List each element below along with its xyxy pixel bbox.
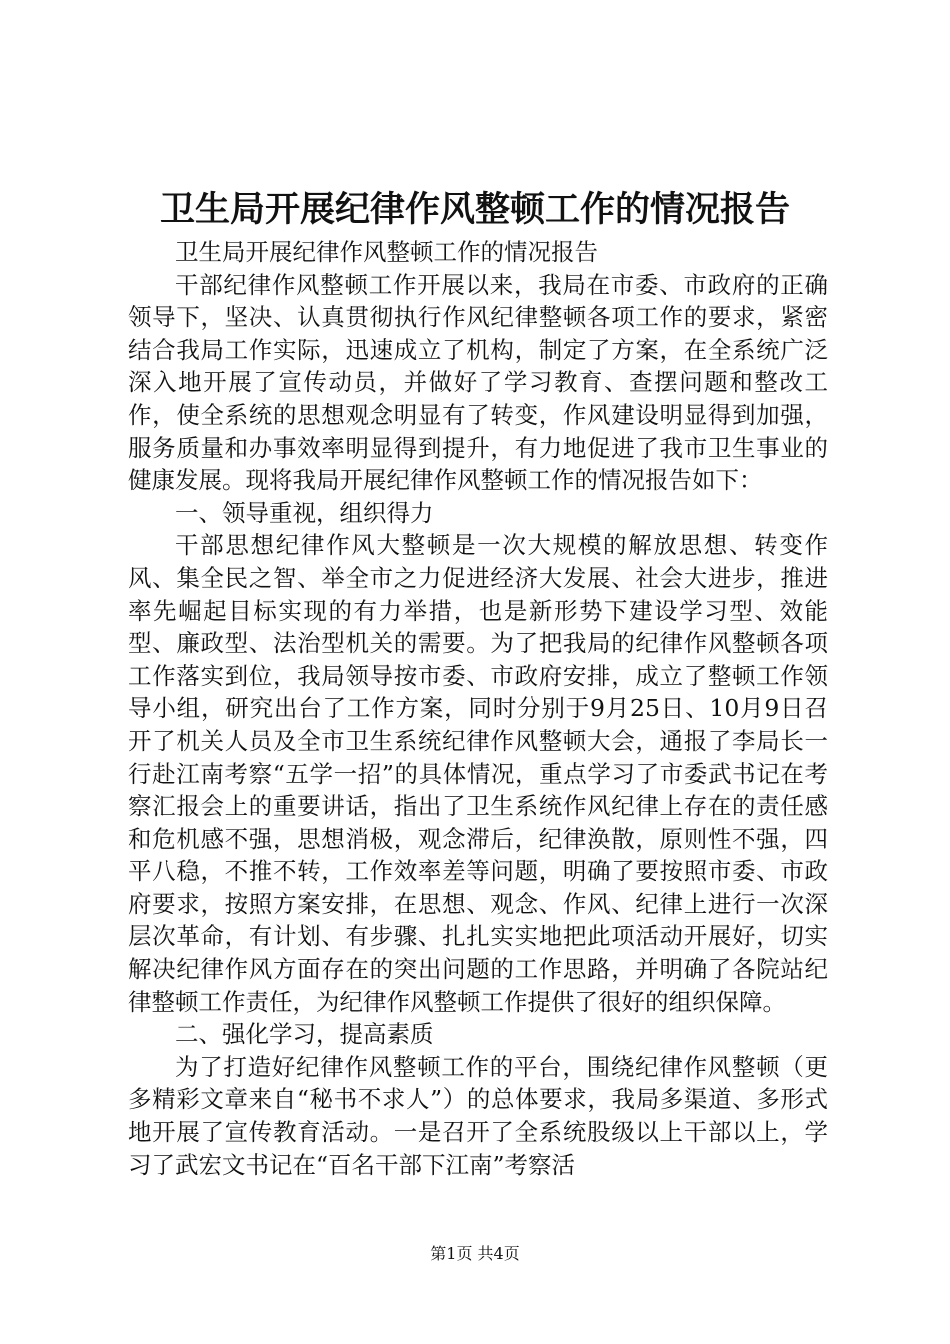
paragraph-subtitle: 卫生局开展纪律作风整顿工作的情况报告 <box>175 238 598 266</box>
section-heading-2: 二、强化学习，提高素质 <box>175 1020 434 1049</box>
paragraph-section-2: 为了打造好纪律作风整顿工作的平台，围绕纪律作风整顿（更多精彩文章来自“秘书不求人”）的总体要求，我局多渠道、多形式地开展了宣传教育活动。一是召开了全系统股级以上干部以上，学习了武宏文书记在“百名干部下江南”考察活 <box>128 1052 828 1179</box>
document-body <box>128 236 828 1181</box>
paragraph-intro: 干部纪律作风整顿工作开展以来，我局在市委、市政府的正确领导下，坚决、认真贯彻执行作风纪律整顿各项工作的要求，紧密结合我局工作实际，迅速成立了机构，制定了方案，在全系统广泛深入地开展了宣传动员，并做好了学习教育、查摆问题和整改工作，使全系统的思想观念明显有了转变，作风建设明显得到加强，服务质量和办事效率明显得到提升，有力地促进了我市卫生事业的健康发展。现将我局开展纪律作风整顿工作的情况报告如下： <box>128 270 828 495</box>
document-title: 卫生局开展纪律作风整顿工作的情况报告 <box>159 189 790 230</box>
paragraph-section-1: 干部思想纪律作风大整顿是一次大规模的解放思想、转变作风、集全民之智、举全市之力促进经济大发展、社会大进步，推进率先崛起目标实现的有力举措，也是新形势下建设学习型、效能型、廉政型、法治型机关的需要。为了把我局的纪律作风整顿各项工作落实到位，我局领导按市委、市政府安排，成立了整顿工作领导小组，研究出台了工作方案，同时分别于9月25日、10月9日召开了机关人员及全市卫生系统纪律作风整顿大会，通报了李局长一行赴江南考察“五学一招”的具体情况，重点学习了市委武书记在考察汇报会上的重要讲话，指出了卫生系统作风纪律上存在的责任感和危机感不强，思想消极，观念滞后，纪律涣散，原则性不强，四平八稳，不推不转，工作效率差等问题，明确了要按照市委、市政府要求，按照方案安排，在思想、观念、作风、纪律上进行一次深层次革命，有计划、有步骤、扎扎实实地把此项活动开展好，切实解决纪律作风方面存在的突出问题的工作思路，并明确了各院站纪律整顿工作责任，为纪律作风整顿工作提供了很好的组织保障。 <box>128 531 828 1016</box>
section-heading-1: 一、领导重视，组织得力 <box>175 498 434 527</box>
page-number-footer: 第1页 共4页 <box>430 1244 520 1263</box>
